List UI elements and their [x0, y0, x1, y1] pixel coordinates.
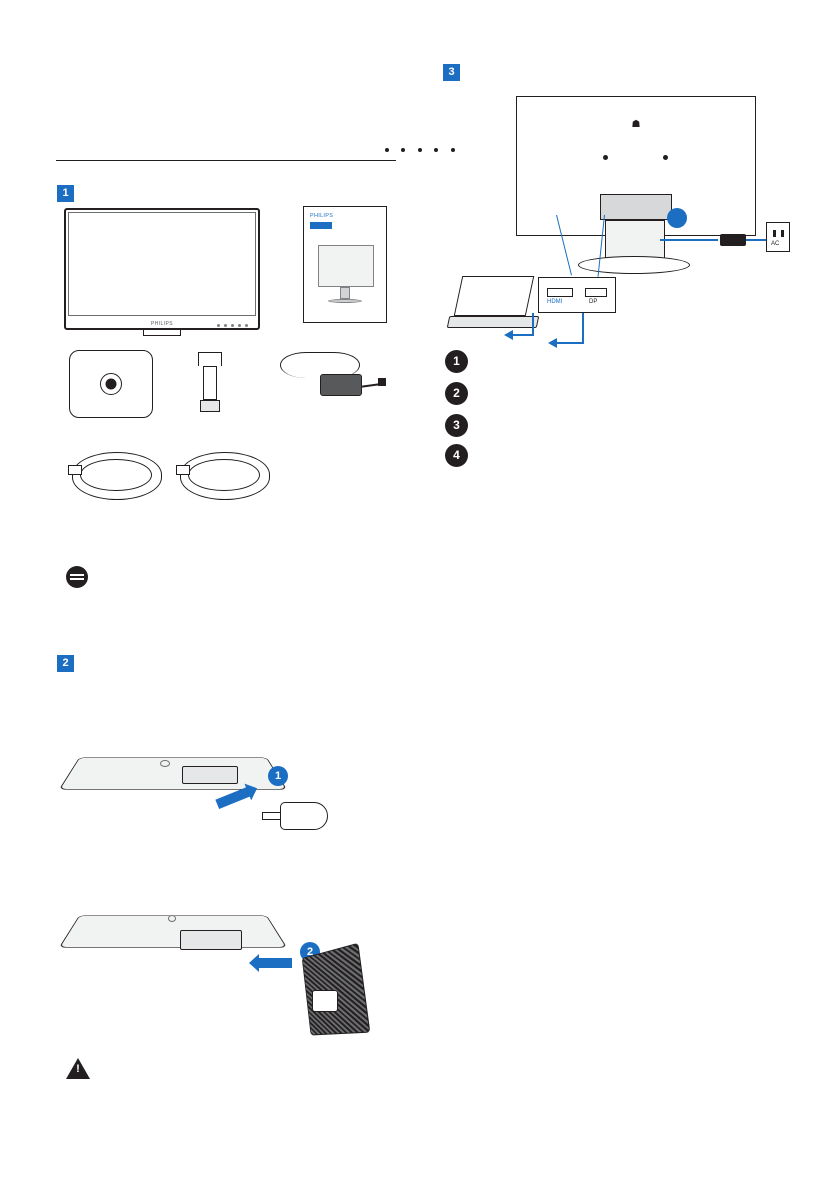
note-icon — [66, 566, 88, 588]
rear-vent-dot-right — [663, 155, 668, 160]
step-3-badge: 3 — [443, 64, 460, 81]
base-screw-icon — [100, 373, 122, 395]
cable-coil-1 — [72, 452, 162, 500]
rear-vent-dot-left — [603, 155, 608, 160]
power-adapter — [278, 348, 388, 414]
laptop-illustration — [448, 276, 538, 338]
base-slot-1 — [182, 766, 238, 784]
vesa-cover-plate — [302, 943, 371, 1036]
monitor-brand-label: PHILIPS — [151, 321, 173, 327]
legend-marker-3: 3 — [445, 414, 468, 437]
monitor-base-plate — [69, 350, 153, 418]
port-callout-box — [538, 277, 616, 313]
legend-marker-2: 2 — [445, 382, 468, 405]
legend-marker-4: 4 — [445, 444, 468, 467]
cable-coil-2 — [180, 452, 270, 500]
warning-icon — [66, 1058, 90, 1079]
laptop-arrow-1 — [504, 330, 513, 340]
displayport-port-icon — [585, 288, 607, 297]
base-slot-2 — [180, 930, 242, 950]
laptop-wire-2 — [582, 313, 584, 343]
booklet-monitor-stand — [340, 287, 350, 299]
user-manual-booklet — [303, 206, 387, 323]
hdmi-port-icon — [547, 288, 573, 297]
stand-neck-part — [190, 352, 230, 414]
step-1-badge: 1 — [57, 185, 74, 202]
wall-outlet — [766, 222, 790, 252]
assembly-arrow-2 — [258, 958, 292, 968]
hdmi-label: HDMI — [547, 299, 563, 305]
step-2-badge: 2 — [57, 655, 74, 672]
monitor-illustration — [64, 208, 260, 330]
booklet-brand-label: PHILIPS — [310, 213, 334, 219]
base-hole-1 — [160, 760, 170, 767]
power-plug — [720, 234, 746, 246]
monitor-osd-buttons — [217, 324, 248, 327]
booklet-cover-image — [318, 245, 374, 287]
monitor-rear-ports-row — [385, 148, 455, 152]
assembly-callout-2: 2 — [300, 942, 320, 962]
booklet-monitor-base — [328, 299, 362, 303]
laptop-wire-1 — [532, 313, 534, 335]
monitor-rear-base — [578, 256, 690, 274]
ac-label: AC — [771, 241, 780, 247]
philips-shield-icon: ☗ — [631, 119, 641, 130]
power-wire-2 — [746, 239, 768, 241]
power-callout — [667, 208, 687, 228]
base-plate-iso-2 — [70, 900, 276, 960]
legend-marker-1: 1 — [445, 350, 468, 373]
laptop-wire-2b — [556, 342, 584, 344]
assembly-callout-1: 1 — [268, 766, 288, 786]
laptop-wire-1b — [512, 334, 534, 336]
monitor-stand-stub — [143, 330, 181, 336]
monitor-rear-port-panel — [600, 194, 672, 220]
booklet-accent-bar — [310, 222, 332, 229]
displayport-label: DP — [589, 299, 598, 305]
base-hole-2 — [168, 915, 176, 922]
laptop-arrow-2 — [548, 338, 557, 348]
section-divider — [56, 160, 396, 161]
cover-plate-tab — [312, 990, 338, 1012]
power-wire — [660, 239, 718, 241]
screwdriver-1 — [262, 800, 332, 834]
